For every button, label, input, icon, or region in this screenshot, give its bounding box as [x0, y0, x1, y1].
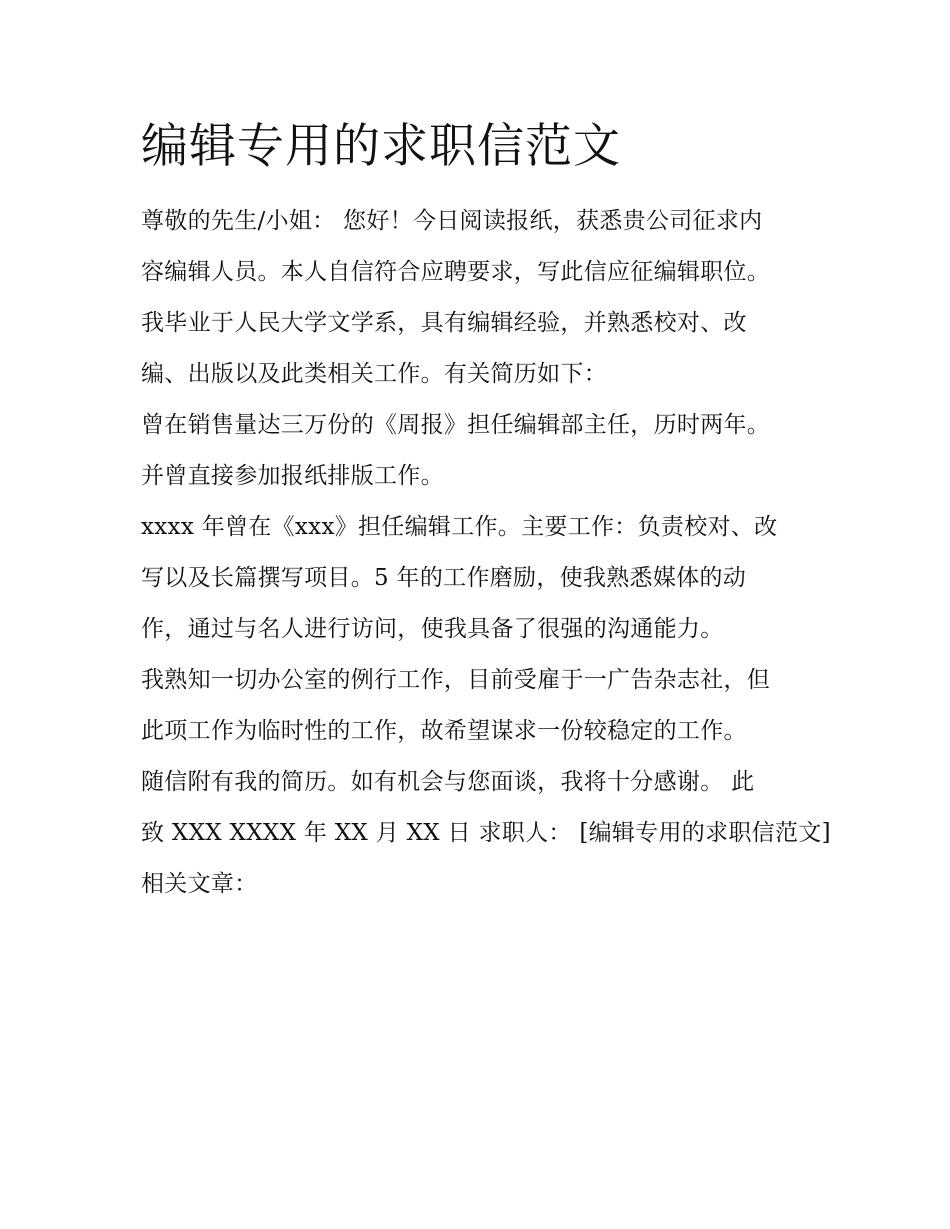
body-line: 作，通过与名人进行访问，使我具备了很强的沟通能力。: [141, 616, 724, 642]
body-line: xxxx 年曾在《xxx》担任编辑工作。主要工作：负责校对、改: [141, 514, 778, 540]
body-line: 尊敬的先生/小姐： 您好！今日阅读报纸，获悉贵公司征求内: [141, 208, 763, 234]
body-line: 并曾直接参加报纸排版工作。: [141, 463, 444, 489]
document-title: 编辑专用的求职信范文: [141, 119, 621, 174]
document-body: [141, 196, 841, 910]
body-line: 写以及长篇撰写项目。5 年的工作磨励，使我熟悉媒体的动: [141, 565, 747, 591]
body-line: 随信附有我的简历。如有机会与您面谈，我将十分感谢。 此: [141, 769, 755, 795]
body-line: 相关文章：: [141, 871, 258, 897]
body-line: 我毕业于人民大学文学系，具有编辑经验，并熟悉校对、改: [141, 310, 747, 336]
body-line: 致 XXX XXXX 年 XX 月 XX 日 求职人： [编辑专用的求职信范文]: [141, 820, 831, 846]
body-line: 此项工作为临时性的工作，故希望谋求一份较稳定的工作。: [141, 718, 747, 744]
body-line: 曾在销售量达三万份的《周报》担任编辑部主任，历时两年。: [141, 412, 771, 438]
body-line: 容编辑人员。本人自信符合应聘要求，写此信应征编辑职位。: [141, 259, 771, 285]
body-line: 我熟知一切办公室的例行工作，目前受雇于一广告杂志社，但: [141, 667, 771, 693]
body-line: 编、出版以及此类相关工作。有关简历如下：: [141, 361, 607, 387]
